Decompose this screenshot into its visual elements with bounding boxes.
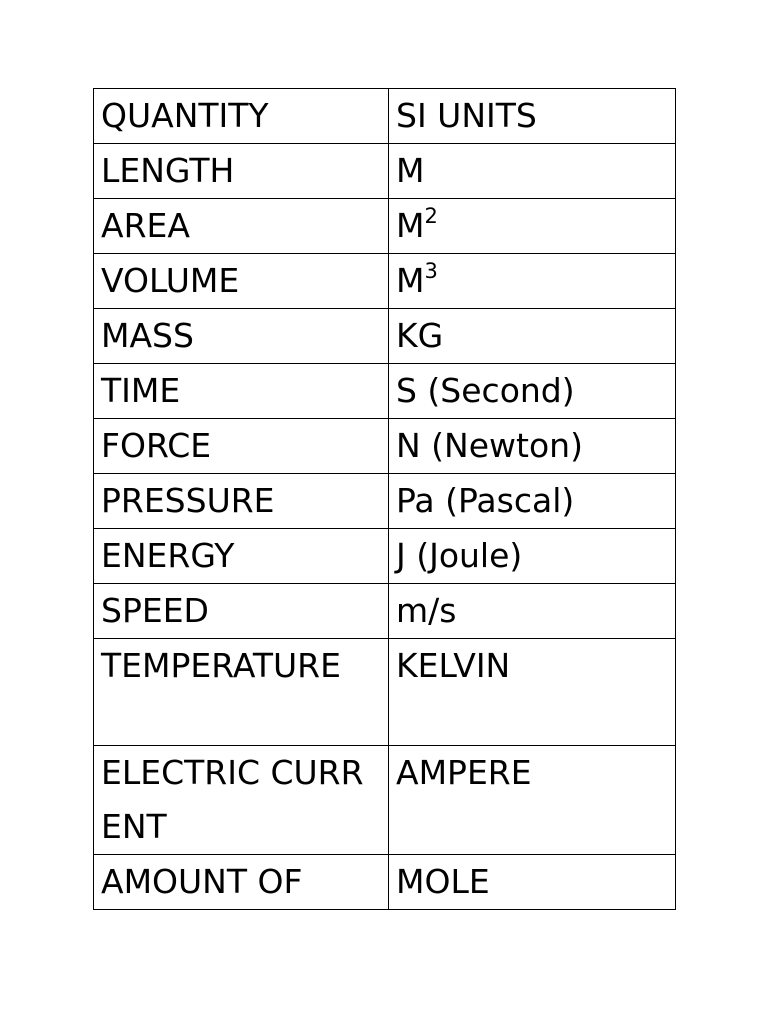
table-row [94, 746, 676, 855]
quantity-cell: TEMPERATURE [94, 639, 389, 746]
table-row [94, 584, 676, 639]
unit-cell [389, 199, 676, 254]
table-row [94, 364, 676, 419]
unit-cell: KELVIN [389, 639, 676, 746]
unit-exponent: 2 [424, 204, 438, 228]
quantity-cell: VOLUME [94, 254, 389, 309]
unit-text: M [396, 206, 425, 245]
table-row [94, 855, 676, 910]
unit-cell: S (Second) [389, 364, 676, 419]
unit-cell: MOLE [389, 855, 676, 910]
unit-text: M [396, 261, 425, 300]
si-units-table [93, 88, 676, 910]
table-row [94, 199, 676, 254]
quantity-cell: LENGTH [94, 144, 389, 199]
table-row [94, 144, 676, 199]
unit-cell: AMPERE [389, 746, 676, 855]
table-row [94, 309, 676, 364]
unit-cell: M [389, 144, 676, 199]
quantity-cell: AREA [94, 199, 389, 254]
unit-cell: m/s [389, 584, 676, 639]
table-row [94, 254, 676, 309]
table-row [94, 419, 676, 474]
table-row [94, 474, 676, 529]
quantity-cell: MASS [94, 309, 389, 364]
quantity-cell: AMOUNT OF [94, 855, 389, 910]
unit-cell [389, 254, 676, 309]
quantity-cell: SPEED [94, 584, 389, 639]
quantity-cell: PRESSURE [94, 474, 389, 529]
quantity-cell: FORCE [94, 419, 389, 474]
table-row [94, 639, 676, 746]
unit-exponent: 3 [424, 259, 438, 283]
unit-cell: KG [389, 309, 676, 364]
unit-cell: J (Joule) [389, 529, 676, 584]
quantity-cell: ENERGY [94, 529, 389, 584]
unit-cell: Pa (Pascal) [389, 474, 676, 529]
table-row [94, 529, 676, 584]
unit-cell: N (Newton) [389, 419, 676, 474]
quantity-cell: ELECTRIC CURRENT [94, 746, 389, 855]
quantity-header-cell: QUANTITY [94, 89, 389, 144]
unit-header-cell: SI UNITS [389, 89, 676, 144]
quantity-cell: TIME [94, 364, 389, 419]
table-header-row [94, 89, 676, 144]
